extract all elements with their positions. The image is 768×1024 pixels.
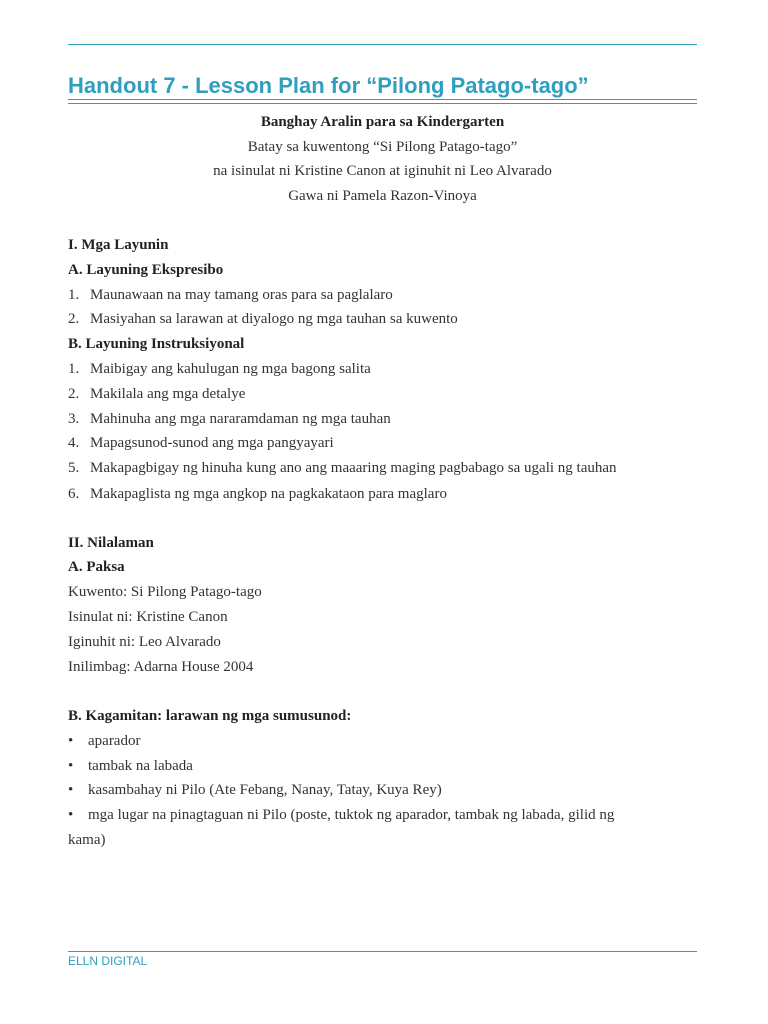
paksa-line: Kuwento: Si Pilong Patago-tago	[68, 584, 262, 600]
bullet-text-continuation: kama)	[68, 832, 106, 848]
document-subtitle: Banghay Aralin para sa Kindergarten	[260, 114, 505, 130]
list-number: 6.	[68, 486, 80, 502]
bullet-icon: •	[68, 733, 74, 749]
top-rule	[68, 44, 697, 45]
list-text: Maibigay ang kahulugan ng mga bagong salita	[90, 361, 371, 377]
list-text: Masiyahan sa larawan at diyalogo ng mga tauhan sa kuwento	[90, 311, 458, 327]
bullet-text: aparador	[88, 733, 141, 749]
subsection-heading-ekspresibo: A. Layuning Ekspresibo	[68, 262, 224, 278]
paksa-line: Isinulat ni: Kristine Canon	[68, 609, 228, 625]
list-number: 3.	[68, 411, 80, 427]
paksa-line: Iginuhit ni: Leo Alvarado	[68, 634, 221, 650]
intro-line: na isinulat ni Kristine Canon at iginuhit ni Leo Alvarado	[213, 163, 552, 179]
intro-line: Batay sa kuwentong “Si Pilong Patago-tago”	[247, 139, 518, 155]
title-underline	[68, 99, 697, 100]
list-number: 1.	[68, 361, 80, 377]
section-heading-nilalaman: II. Nilalaman	[68, 535, 154, 551]
intro-line: Gawa ni Pamela Razon-Vinoya	[288, 188, 477, 204]
paksa-line: Inilimbag: Adarna House 2004	[68, 659, 254, 675]
list-number: 2.	[68, 386, 80, 402]
subsection-heading-kagamitan: B. Kagamitan: larawan ng mga sumusunod:	[68, 708, 352, 724]
bullet-icon: •	[68, 758, 74, 774]
footer-rule	[68, 951, 697, 952]
list-text: Makapaglista ng mga angkop na pagkakataon para maglaro	[90, 486, 447, 502]
list-text: Makapagbigay ng hinuha kung ano ang maaaring maging pagbabago sa ugali ng tauhan	[90, 460, 617, 476]
list-number: 4.	[68, 435, 80, 451]
section-heading-layunin: I. Mga Layunin	[68, 237, 169, 253]
list-number: 2.	[68, 311, 80, 327]
subsection-heading-paksa: A. Paksa	[68, 559, 125, 575]
list-number: 1.	[68, 287, 80, 303]
page-title: Handout 7 - Lesson Plan for “Pilong Patago-tago”	[68, 73, 589, 98]
list-number: 5.	[68, 460, 80, 476]
list-text: Mahinuha ang mga nararamdaman ng mga tauhan	[90, 411, 391, 427]
bullet-icon: •	[68, 782, 74, 798]
bullet-text: mga lugar na pinagtaguan ni Pilo (poste, tuktok ng aparador, tambak ng labada, gilid ng	[88, 807, 615, 823]
bullet-text: kasambahay ni Pilo (Ate Febang, Nanay, Tatay, Kuya Rey)	[88, 782, 442, 798]
list-text: Mapagsunod-sunod ang mga pangyayari	[90, 435, 334, 451]
title-underline-secondary	[68, 103, 697, 104]
list-text: Makilala ang mga detalye	[90, 386, 246, 402]
bullet-icon: •	[68, 807, 74, 823]
subsection-heading-instruksiyonal: B. Layuning Instruksiyonal	[68, 336, 245, 352]
footer-label: ELLN DIGITAL	[68, 954, 148, 968]
list-text: Maunawaan na may tamang oras para sa paglalaro	[90, 287, 393, 303]
bullet-text: tambak na labada	[88, 758, 193, 774]
